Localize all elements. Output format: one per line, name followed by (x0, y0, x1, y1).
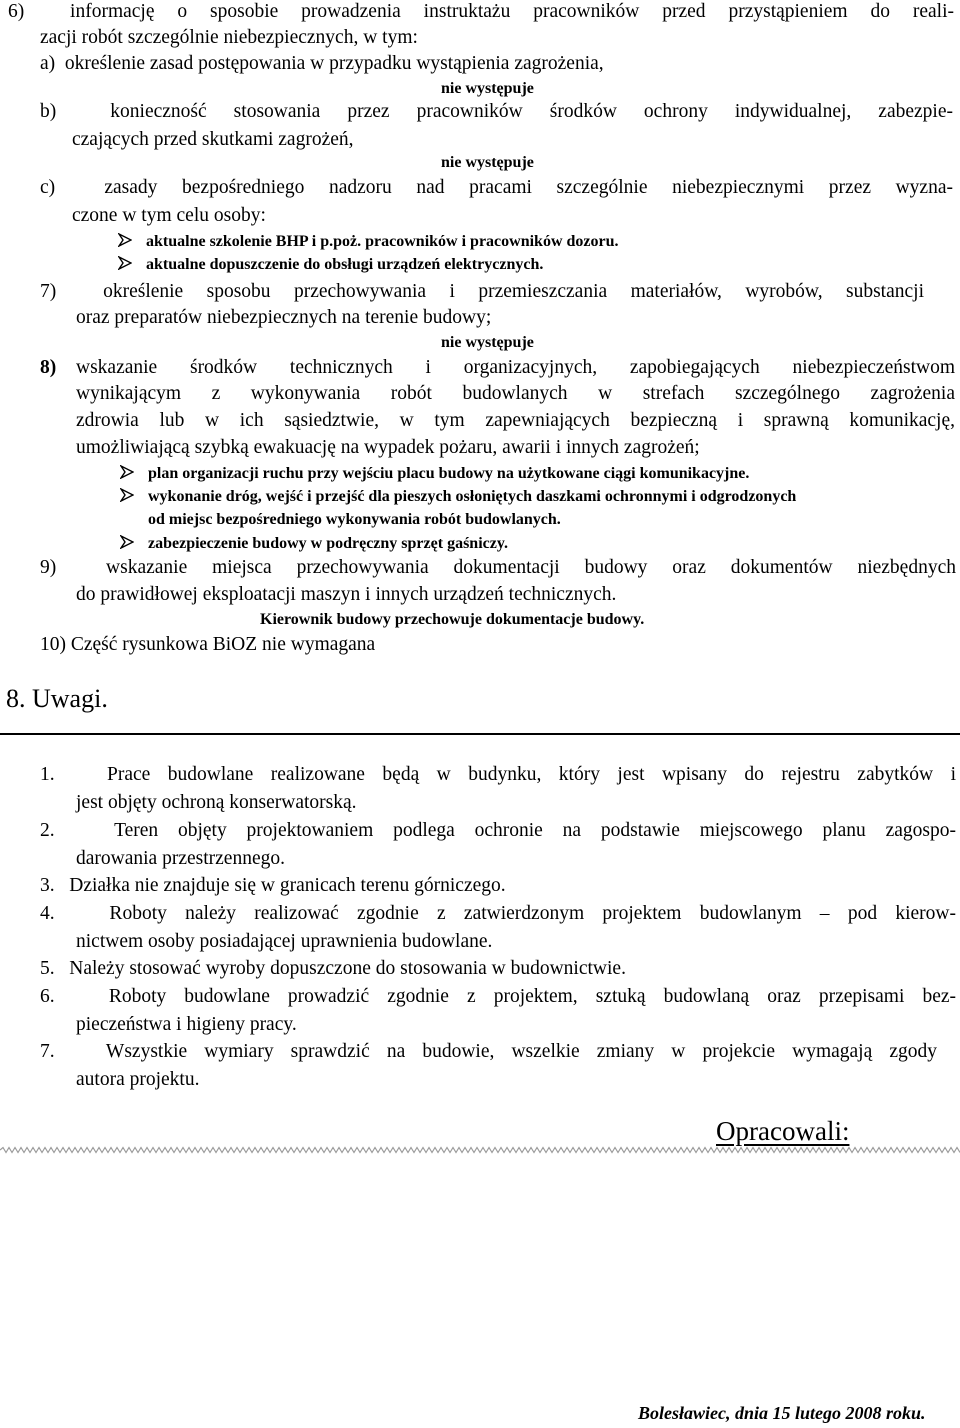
item-8-number: 8) (40, 357, 57, 378)
status-not-applicable: nie występuje (441, 334, 534, 351)
note-4-line-2: nictwem osoby posiadającej uprawnienia budowlane. (76, 931, 493, 952)
wavy-divider (0, 1146, 960, 1154)
heading-divider (0, 733, 960, 735)
arrow-bullet-icon (118, 256, 132, 270)
item-9-line-1: 9) wskazanie miejsca przechowywania dokumentacji budowy oraz dokumentów niezbędnych (40, 557, 956, 578)
bullet-item (120, 533, 508, 555)
arrow-bullet-icon (118, 233, 132, 247)
bullet-text: aktualne dopuszczenie do obsługi urządzeń elektrycznych. (146, 256, 544, 273)
note-3: 3. Działka nie znajduje się w granicach terenu górniczego. (40, 875, 506, 896)
storage-note: Kierownik budowy przechowuje dokumentacje budowy. (260, 611, 645, 628)
bullet-text: aktualne szkolenie BHP i p.poż. pracowników i pracowników dozoru. (146, 233, 619, 250)
bullet-item (120, 486, 796, 508)
bullet-text: plan organizacji ruchu przy wejściu placu budowy na użytkowane ciągi komunikacyjne. (148, 465, 750, 482)
note-6-line-2: pieczeństwa i higieny pracy. (76, 1014, 297, 1035)
bullet-item (120, 463, 749, 485)
item-6c-line-1: c) zasady bezpośredniego nadzoru nad pracami szczególnie niebezpiecznymi przez wyzna- (40, 177, 953, 198)
bullet-item (118, 231, 619, 253)
item-7-line-2: oraz preparatów niebezpiecznych na terenie budowy; (76, 307, 492, 328)
item-6-line-2: zacji robót szczególnie niebezpiecznych, w tym: (40, 27, 418, 48)
item-6b-line-2: czających przed skutkami zagrożeń, (72, 129, 354, 150)
item-7-line-1: 7) określenie sposobu przechowywania i przemieszczania materiałów, wyrobów, substancji (40, 281, 924, 302)
note-2-line-2: darowania przestrzennego. (76, 848, 285, 869)
arrow-bullet-icon (120, 465, 134, 479)
status-not-applicable: nie występuje (441, 80, 534, 97)
arrow-bullet-icon (120, 488, 134, 502)
note-7-line-2: autora projektu. (76, 1069, 200, 1090)
item-8-line-4: umożliwiającą szybką ewakuację na wypadek pożaru, awarii i innych zagrożeń; (76, 437, 700, 458)
item-6c-line-2: czone w tym celu osoby: (72, 205, 266, 226)
note-5: 5. Należy stosować wyroby dopuszczone do stosowania w budownictwie. (40, 958, 626, 979)
bullet-text: wykonanie dróg, wejść i przejść dla pieszych osłoniętych daszkami ochronnymi i odgrodzonych (148, 488, 797, 505)
bullet-continuation: od miejsc bezpośredniego wykonywania robót budowlanych. (148, 511, 561, 528)
signature-label: Opracowali: (716, 1116, 850, 1146)
item-6a: a) określenie zasad postępowania w przypadku wystąpienia zagrożenia, (40, 53, 604, 74)
status-not-applicable: nie występuje (441, 154, 534, 171)
note-1-line-2: jest objęty ochroną konserwatorską. (76, 792, 357, 813)
item-10: 10) Część rysunkowa BiOZ nie wymagana (40, 634, 376, 655)
note-1-line-1: 1. Prace budowlane realizowane będą w budynku, który jest wpisany do rejestru zabytków i (40, 764, 956, 785)
arrow-bullet-icon (120, 535, 134, 549)
section-heading: 8. Uwagi. (6, 684, 108, 713)
note-2-line-1: 2. Teren objęty projektowaniem podlega ochronie na podstawie miejscowego planu zagospo- (40, 820, 956, 841)
item-8-line-1: wskazanie środków technicznych i organizacyjnych, zapobiegających niebezpieczeństwom (76, 357, 955, 378)
item-9-line-2: do prawidłowej eksploatacji maszyn i innych urządzeń technicznych. (76, 584, 617, 605)
note-4-line-1: 4. Roboty należy realizować zgodnie z zatwierdzonym projektem budowlanym – pod kierow- (40, 903, 956, 924)
bullet-text: zabezpieczenie budowy w podręczny sprzęt gaśniczy. (148, 535, 508, 552)
item-8-line-3: zdrowia lub w ich sąsiedztwie, w tym zapewniających bezpieczną i sprawną komunikację, (76, 410, 955, 431)
note-6-line-1: 6. Roboty budowlane prowadzić zgodnie z projektem, sztuką budowlaną oraz przepisami bez- (40, 986, 956, 1007)
item-6b-line-1: b) konieczność stosowania przez pracowników środków ochrony indywidualnej, zabezpie- (40, 101, 953, 122)
item-6-line-1: 6) informację o sposobie prowadzenia instruktażu pracowników przed przystąpieniem do reali- (8, 1, 954, 22)
place-and-date: Bolesławiec, dnia 15 lutego 2008 roku. (638, 1403, 926, 1423)
item-8-line-2: wynikającym z wykonywania robót budowlanych w strefach szczególnego zagrożenia (76, 383, 955, 404)
bullet-item (118, 254, 543, 276)
note-7-line-1: 7. Wszystkie wymiary sprawdzić na budowie, wszelkie zmiany w projekcie wymagają zgody (40, 1041, 937, 1062)
